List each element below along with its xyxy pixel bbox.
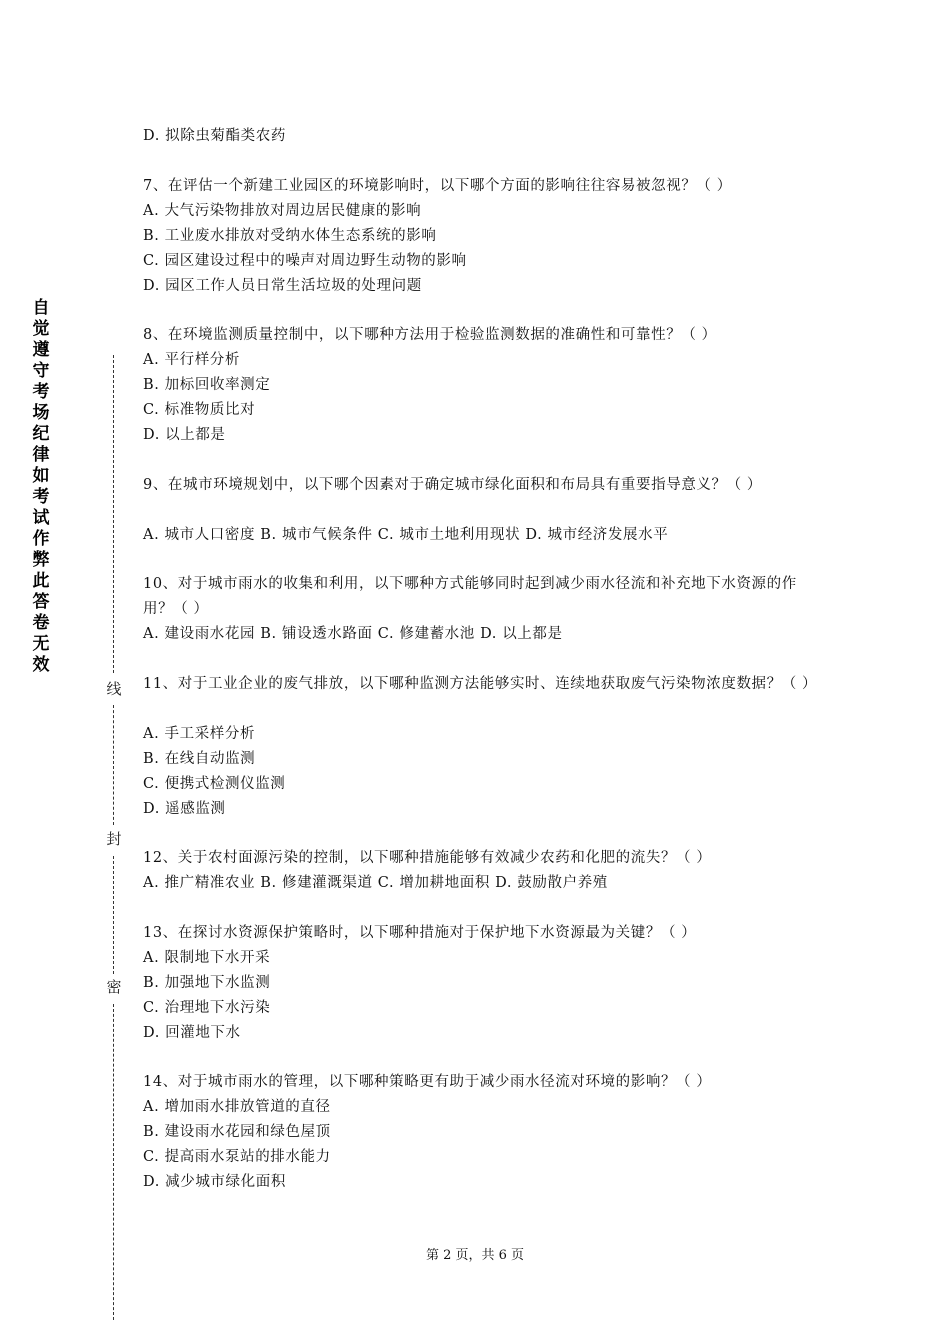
option-a: A. 增加雨水排放管道的直径 [143, 1099, 331, 1115]
question-stem: 13、在探讨水资源保护策略时，以下哪种措施对于保护地下水资源最为关键？（ ） [143, 925, 697, 941]
question-stem: 11、对于工业企业的废气排放，以下哪种监测方法能够实时、连续地获取废气污染物浓度数据？（ ） [143, 676, 818, 692]
option-b: B. 工业废水排放对受纳水体生态系统的影响 [143, 228, 437, 244]
binding-dashed-line-mid2 [113, 856, 114, 974]
option-b: B. 在线自动监测 [143, 751, 256, 767]
option-d: D. 遥感监测 [143, 801, 226, 817]
question-stem: 9、在城市环境规划中，以下哪个因素对于确定城市绿化面积和布局具有重要指导意义？（ ） [143, 477, 763, 493]
exam-discipline-notice: 自觉遵守考场纪律如考试作弊此答卷无效 [32, 298, 50, 675]
option-b: B. 建设雨水花园和绿色屋顶 [143, 1124, 331, 1140]
options-inline: A. 建设雨水花园 B. 铺设透水路面 C. 修建蓄水池 D. 以上都是 [143, 626, 563, 642]
option-d: D. 以上都是 [143, 427, 226, 443]
option-d: D. 减少城市绿化面积 [143, 1174, 286, 1190]
question-stem: 14、对于城市雨水的管理，以下哪种策略更有助于减少雨水径流对环境的影响？（ ） [143, 1074, 712, 1090]
binding-dashed-line-top [113, 355, 114, 673]
question-stem: 7、在评估一个新建工业园区的环境影响时，以下哪个方面的影响往往容易被忽视？（ ） [143, 178, 732, 194]
option-c: C. 提高雨水泵站的排水能力 [143, 1149, 331, 1165]
option-c: C. 治理地下水污染 [143, 1000, 271, 1016]
option-a: A. 平行样分析 [143, 352, 240, 368]
option-a: A. 限制地下水开采 [143, 950, 271, 966]
option-q6-d: D. 拟除虫菊酯类农药 [143, 128, 286, 144]
option-a: A. 手工采样分析 [143, 726, 256, 742]
binding-dashed-line-mid1 [113, 705, 114, 825]
option-c: C. 标准物质比对 [143, 402, 256, 418]
seal-mark-line: 线 [104, 678, 124, 699]
options-inline: A. 推广精准农业 B. 修建灌溉渠道 C. 增加耕地面积 D. 鼓励散户养殖 [143, 875, 608, 891]
option-d: D. 园区工作人员日常生活垃圾的处理问题 [143, 278, 422, 294]
option-c: C. 便携式检测仪监测 [143, 776, 286, 792]
seal-mark-seal: 封 [104, 828, 124, 849]
option-d: D. 回灌地下水 [143, 1025, 241, 1041]
option-a: A. 大气污染物排放对周边居民健康的影响 [143, 203, 422, 219]
question-stem: 8、在环境监测质量控制中，以下哪种方法用于检验监测数据的准确性和可靠性？（ ） [143, 327, 717, 343]
option-c: C. 园区建设过程中的噪声对周边野生动物的影响 [143, 253, 467, 269]
options-inline: A. 城市人口密度 B. 城市气候条件 C. 城市土地利用现状 D. 城市经济发展水平 [143, 527, 669, 543]
option-b: B. 加强地下水监测 [143, 975, 271, 991]
question-stem: 12、关于农村面源污染的控制，以下哪种措施能够有效减少农药和化肥的流失？（ ） [143, 850, 712, 866]
option-b: B. 加标回收率测定 [143, 377, 271, 393]
page-footer: 第 2 页，共 6 页 [425, 1248, 525, 1263]
question-stem: 10、对于城市雨水的收集和利用，以下哪种方式能够同时起到减少雨水径流和补充地下水资源的作用？（ ） [143, 576, 797, 617]
seal-mark-secret: 密 [104, 976, 124, 997]
binding-dashed-line-bottom [113, 1004, 114, 1320]
